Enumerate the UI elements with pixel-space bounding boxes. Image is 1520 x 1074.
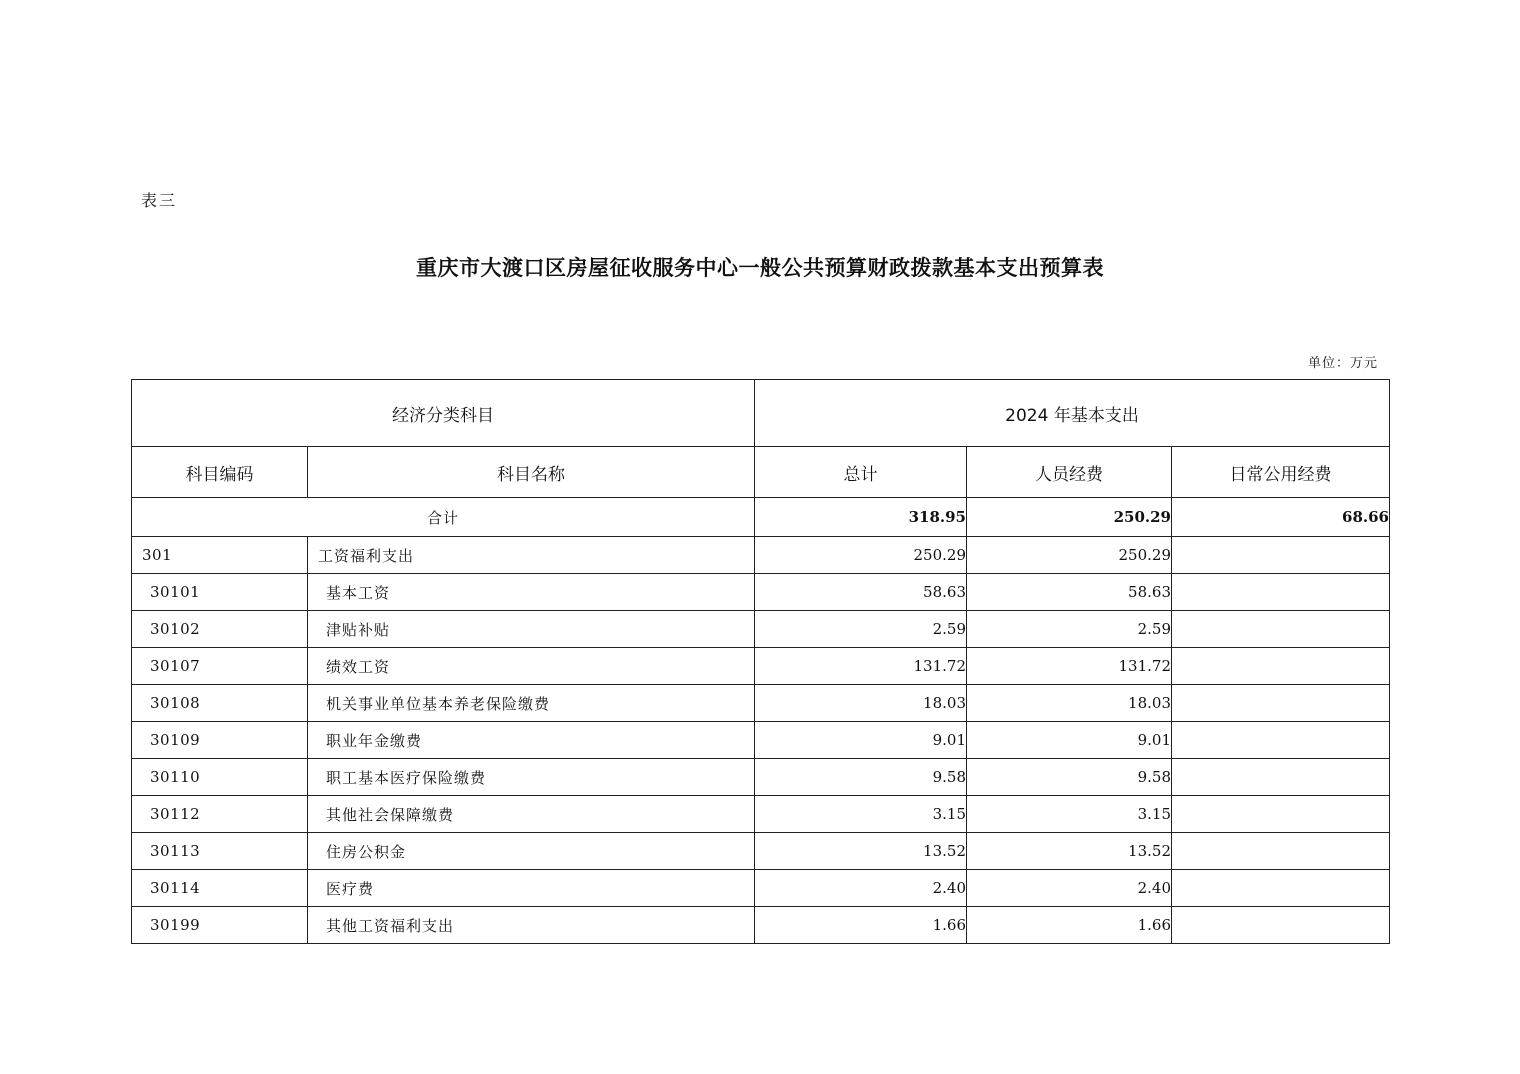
cell-code: 30199 [132, 907, 308, 944]
cell-code: 30113 [132, 833, 308, 870]
unit-label: 单位：万元 [1307, 356, 1378, 371]
table-row [132, 722, 1390, 759]
cell-public [1172, 722, 1390, 759]
column-header-public: 日常公用经费 [1172, 447, 1390, 498]
cell-code: 30101 [132, 574, 308, 611]
cell-total: 18.03 [755, 685, 967, 722]
cell-code: 30102 [132, 611, 308, 648]
cell-name: 职业年金缴费 [308, 722, 755, 759]
total-cell-public: 68.66 [1172, 498, 1390, 537]
group-header-budget: 2024 年基本支出 [755, 380, 1390, 447]
budget-table [131, 379, 1390, 944]
table-row [132, 611, 1390, 648]
total-row [132, 498, 1390, 537]
cell-name: 住房公积金 [308, 833, 755, 870]
cell-code: 301 [132, 537, 308, 574]
cell-name: 基本工资 [308, 574, 755, 611]
cell-personnel: 3.15 [967, 796, 1172, 833]
cell-personnel: 58.63 [967, 574, 1172, 611]
cell-public [1172, 648, 1390, 685]
cell-total: 131.72 [755, 648, 967, 685]
cell-personnel: 9.01 [967, 722, 1172, 759]
cell-public [1172, 611, 1390, 648]
cell-name: 职工基本医疗保险缴费 [308, 759, 755, 796]
table-row [132, 907, 1390, 944]
cell-total: 9.58 [755, 759, 967, 796]
column-header-personnel: 人员经费 [967, 447, 1172, 498]
cell-name: 绩效工资 [308, 648, 755, 685]
cell-total: 58.63 [755, 574, 967, 611]
cell-name: 机关事业单位基本养老保险缴费 [308, 685, 755, 722]
cell-name: 医疗费 [308, 870, 755, 907]
cell-total: 1.66 [755, 907, 967, 944]
cell-total: 13.52 [755, 833, 967, 870]
table-row [132, 870, 1390, 907]
cell-personnel: 18.03 [967, 685, 1172, 722]
cell-public [1172, 759, 1390, 796]
total-cell-personnel: 250.29 [967, 498, 1172, 537]
cell-name: 其他社会保障缴费 [308, 796, 755, 833]
cell-name: 其他工资福利支出 [308, 907, 755, 944]
column-header-name: 科目名称 [308, 447, 755, 498]
table-row [132, 833, 1390, 870]
group-header-category: 经济分类科目 [132, 380, 755, 447]
table-row [132, 537, 1390, 574]
cell-public [1172, 796, 1390, 833]
table-row [132, 685, 1390, 722]
cell-name: 工资福利支出 [308, 537, 755, 574]
table-row [132, 796, 1390, 833]
table-label: 表三 [141, 191, 178, 210]
cell-code: 30112 [132, 796, 308, 833]
cell-total: 9.01 [755, 722, 967, 759]
cell-personnel: 13.52 [967, 833, 1172, 870]
column-header-code: 科目编码 [132, 447, 308, 498]
table-row [132, 759, 1390, 796]
cell-total: 2.59 [755, 611, 967, 648]
cell-code: 30108 [132, 685, 308, 722]
cell-code: 30107 [132, 648, 308, 685]
cell-code: 30110 [132, 759, 308, 796]
column-header-total: 总计 [755, 447, 967, 498]
cell-total: 2.40 [755, 870, 967, 907]
cell-personnel: 9.58 [967, 759, 1172, 796]
cell-public [1172, 574, 1390, 611]
cell-personnel: 250.29 [967, 537, 1172, 574]
cell-public [1172, 537, 1390, 574]
cell-public [1172, 685, 1390, 722]
cell-personnel: 1.66 [967, 907, 1172, 944]
table-row [132, 648, 1390, 685]
cell-personnel: 2.40 [967, 870, 1172, 907]
cell-personnel: 131.72 [967, 648, 1172, 685]
cell-name: 津贴补贴 [308, 611, 755, 648]
table-row [132, 574, 1390, 611]
total-label: 合计 [132, 498, 755, 537]
cell-total: 250.29 [755, 537, 967, 574]
cell-total: 3.15 [755, 796, 967, 833]
cell-public [1172, 907, 1390, 944]
cell-public [1172, 833, 1390, 870]
page-title: 重庆市大渡口区房屋征收服务中心一般公共预算财政拨款基本支出预算表 [416, 255, 1104, 280]
cell-public [1172, 870, 1390, 907]
total-cell-total: 318.95 [755, 498, 967, 537]
cell-code: 30114 [132, 870, 308, 907]
cell-personnel: 2.59 [967, 611, 1172, 648]
cell-code: 30109 [132, 722, 308, 759]
